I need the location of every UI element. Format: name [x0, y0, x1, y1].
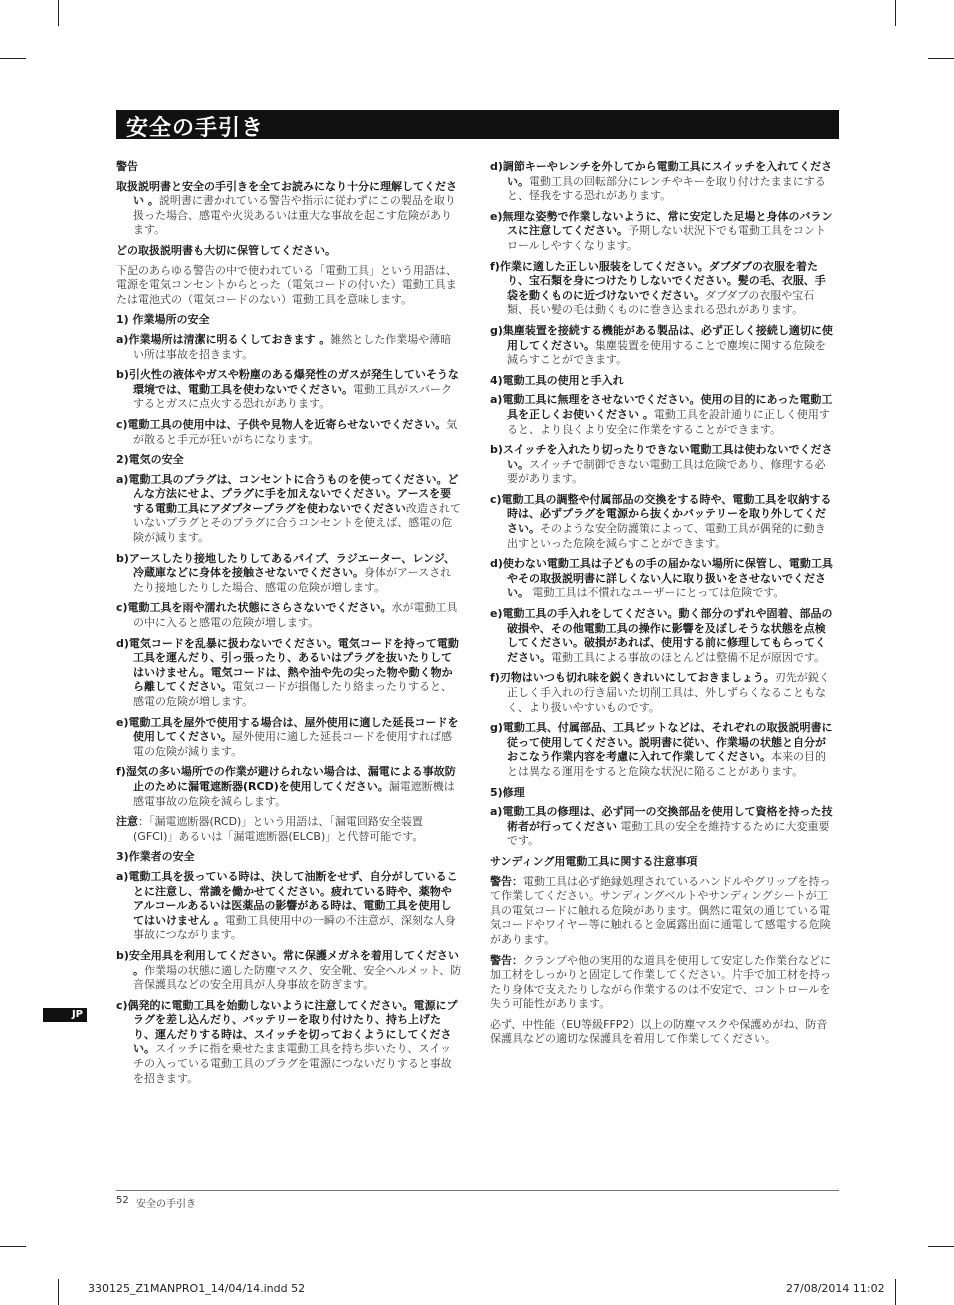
body-text: 屋外使用に適した延長コードを使用すれば感電の危険が減ります。	[133, 730, 452, 758]
page-title: 安全の手引き	[126, 116, 265, 141]
bold-text: e)電動工具の手入れをしてください。動く部分のずれや固着、部品の破損や、その他電動工具の操作に影響を及ぼしそうな状態を点検してください。破損があれば、使用する前に修理してもらってください。	[490, 607, 833, 664]
section-banner	[116, 110, 839, 139]
bold-text: 3)作業者の安全	[116, 850, 195, 864]
body-text: ：「漏電遮断器(RCD)」という用語は、「漏電回路安全装置(GFCI)」あるいは「漏電遮断器(ELCB)」と代替可能です。	[133, 815, 424, 843]
paragraph	[116, 418, 462, 447]
body-text: 電動工具による事故のほとんどは整備不足が原因です。	[551, 650, 826, 664]
paragraph	[116, 368, 462, 412]
paragraph	[490, 1018, 836, 1047]
body-text: 電動工具使用中の一瞬の不注意が、深刻な人身事故につながります。	[133, 913, 456, 942]
paragraph	[490, 393, 836, 437]
crop-mark	[0, 58, 26, 59]
bold-text: 警告	[116, 160, 138, 173]
paragraph	[116, 637, 462, 710]
paragraph	[490, 324, 836, 368]
body-text: 改造されていないプラグとそのプラグに合うコンセントを使えば、感電の危険が減ります。	[133, 501, 461, 545]
body-text: 集塵装置を使用することで塵埃に関する危険を減らすことができます。	[507, 338, 826, 367]
paragraph	[116, 815, 462, 844]
bold-text: a)電動工具の修理は、必ず同一の交換部品を使用して資格を持った技術者が行ってください	[490, 805, 833, 833]
bold-text: 1) 作業場所の安全	[116, 313, 210, 327]
body-text: 電動工具を設計通りに正しく使用すると、より良くより安全に作業をすることができます。	[507, 407, 830, 436]
body-text: 電動工具の回転部分にレンチやキーを取り付けたままにすると、怪我をする恐れがあります。	[507, 174, 826, 203]
bold-text: 警告：	[490, 874, 523, 888]
bold-text: c)電動工具の使用中は、子供や見物人を近寄らせないでください。	[116, 417, 447, 431]
bold-text: b)アースしたり接地したりしてあるパイプ、ラジエーター、レンジ、冷蔵庫などに身体を接触させないでください。	[116, 551, 455, 580]
paragraph	[116, 601, 462, 630]
bold-text: g)集塵装置を接続する機能がある製品は、必ず正しく接続し適切に使用してください。	[490, 323, 833, 352]
bold-text: 5)修理	[490, 785, 525, 799]
paragraph	[490, 557, 836, 601]
body-text: クランプや他の実用的な道具を使用して安定した作業台などに加工材をしっかりと固定して作業してください。片手で加工材を持ったり身体で支えたりしながら作業するのは不安定で、コントロールを失う可能性があります。	[490, 953, 831, 1011]
paragraph	[116, 716, 462, 760]
crop-mark	[0, 1246, 26, 1247]
crop-mark	[928, 1246, 954, 1247]
footer-page-number: 52	[116, 1195, 129, 1206]
paragraph	[490, 954, 836, 1012]
body-text: 刃先が鋭く正しく手入れの行き届いた切削工具は、外しずらくなることもなく、より扱いやすいものです。	[507, 671, 830, 714]
crop-mark	[928, 58, 954, 59]
paragraph	[116, 999, 462, 1087]
body-text: そのような安全防護策によって、電動工具が偶発的に動き出すといった危険を減らすことができます。	[507, 522, 826, 550]
bold-text: a)電動工具に無理をさせないでください。使用の目的にあった電動工具を正しくお使いください 。	[490, 393, 833, 421]
crop-mark	[58, 1279, 59, 1305]
section-heading	[116, 850, 462, 865]
footer-divider	[116, 1190, 839, 1191]
crop-mark	[58, 0, 59, 26]
bold-text: c)偶発的に電動工具を始動しないように注意してください。電源にプラグを差し込んだり、バッテリーを取り付けたり、持ち上げたり、運んだりする時は、スイッチを切っておくようにしてください。	[116, 998, 458, 1056]
paragraph	[490, 443, 836, 487]
body-text: 雑然とした作業場や薄暗い所は事故を招きます。	[133, 332, 452, 361]
bold-text: 注意	[116, 815, 138, 829]
bold-text: a)作業場所は清潔に明るくしておきます 。	[116, 332, 331, 346]
paragraph	[490, 721, 836, 779]
bold-text: 2)電気の安全	[116, 453, 184, 467]
paragraph	[116, 949, 462, 993]
paragraph	[490, 210, 836, 254]
paragraph	[490, 875, 836, 948]
bold-text: e)無理な姿勢で作業しないように、常に安定した足場と身体のバランスに注意してください。	[490, 209, 833, 238]
paragraph	[490, 607, 836, 665]
body-text: 電動工具は不慣れなユーザーにとっては危険です。	[529, 586, 785, 600]
section-heading	[116, 313, 462, 328]
section-heading	[116, 453, 462, 468]
bold-text: サンディング用電動工具に関する注意事項	[490, 854, 698, 868]
crop-mark	[895, 0, 896, 26]
paragraph	[490, 260, 836, 318]
body-text: 身体がアースされたり接地したりした場合、感電の危険が増します。	[133, 566, 452, 594]
body-text: 電動工具の安全を維持するために大変重要です。	[507, 819, 830, 848]
body-text: 漏電遮断機は感電事故の危険を減らします。	[133, 779, 455, 808]
body-text: 本来の目的とは異なる運用をすると危険な状況に陥ることがあります。	[507, 750, 826, 778]
bold-text: f)湿気の多い場所での作業が避けられない場合は、漏電による事故防止のために漏電遮断器(RCD)を使用してください。	[116, 765, 456, 793]
body-text: ダブダブの衣服や宝石類、長い髪の毛は動くものに巻き込まれる恐れがあります。	[507, 288, 815, 317]
language-tab: JP	[43, 1008, 87, 1022]
crop-mark	[895, 1279, 896, 1305]
section-heading	[490, 786, 836, 801]
paragraph	[116, 333, 462, 362]
paragraph	[116, 264, 462, 308]
paragraph	[116, 180, 462, 238]
bold-text: e)電動工具を屋外で使用する場合は、屋外使用に適した延長コードを使用してください。	[116, 715, 459, 744]
section-heading	[116, 160, 462, 175]
bold-text: g)電動工具、付属部品、工具ビットなどは、それぞれの取扱説明書に従って使用してください。説明書に従い、作業場の状態と自分がおこなう作業内容を考慮に入れて作業してください。	[490, 721, 833, 764]
bold-text: d)電気コードを乱暴に扱わないでください。電気コードを持って電動工具を運んだり、引っ張ったり、あるいはプラグを抜いたりしてはいけません。電気コードは、熱や油や先の尖った物や動く物から離してください。	[116, 636, 459, 694]
body-text: スイッチで制御できない電動工具は危険であり、修理する必要があります。	[507, 457, 826, 486]
section-heading	[116, 244, 462, 259]
bold-text: f)刃物はいつも切れ味を鋭くきれいにしておきましょう。	[490, 671, 775, 685]
body-text: 予期しない状況下でも電動工具をコントロールしやすくなります。	[507, 224, 826, 252]
body-text: 水が電動工具の中に入ると感電の危険が増します。	[133, 601, 458, 630]
bold-text: d)使わない電動工具は子どもの手の届かない場所に保管し、電動工具やその取扱説明書に詳しくない人に取り扱いをさせないでください。	[490, 557, 833, 600]
bold-text: 警告：	[490, 953, 523, 967]
body-text: 気が散ると手元が狂いがちになります。	[133, 417, 458, 446]
body-text: 電動工具がスパークするとガスに点火する恐れがあります。	[133, 382, 452, 411]
bold-text: b)引火性の液体やガスや粉塵のある爆発性のガスが発生していそうな環境では、電動工具を使わないでください。	[116, 368, 459, 396]
body-text: 必ず、中性能（EU等級FFP2）以上の防塵マスクや保護めがね、防音保護具などの適切な保護具を着用して作業してください。	[490, 1017, 828, 1046]
body-text: 説明書に書かれている警告や指示に従わずにこの製品を取り扱った場合、感電や火災あるいは重大な事故を起こす危険があります。	[133, 194, 456, 237]
bold-text: c)電動工具の調整や付属部品の交換をする時や、電動工具を収納する時は、必ずプラグを電源から抜くかバッテリーを取り外してください。	[490, 492, 832, 536]
bold-text: d)調節キーやレンチを外してから電動工具にスイッチを入れてください。	[490, 160, 833, 188]
left-column	[116, 160, 462, 1092]
bold-text: 取扱説明書と安全の手引きを全てお読みになり十分に理解してください 。	[116, 179, 457, 208]
bold-text: a)電動工具を扱っている時は、決して油断をせず、自分がしていることに注意し、常識を働かせてください。疲れている時や、薬物やアルコールあるいは医薬品の影響がある時は、電動工具を使用してはいけません 。	[116, 869, 458, 927]
paragraph	[490, 671, 836, 715]
body-text: 電気コードが損傷したり絡まったりすると、感電の危険が増します。	[133, 680, 452, 708]
bold-text: b)安全用具を利用してください。常に保護メガネを着用してください 。	[116, 948, 459, 977]
paragraph	[490, 160, 836, 204]
body-text: 電動工具は必ず絶縁処理されているハンドルやグリップを持って作業してください。サンディングベルトやサンディングシートが工具の電気コードに触れる危険があります。偶然に電気の通じている電気コードやワイヤー等に触れると金属露出面に通電して感電する危険があります。	[490, 874, 831, 946]
bold-text: 4)電動工具の使用と手入れ	[490, 373, 624, 387]
paragraph	[116, 765, 462, 809]
right-column	[490, 160, 836, 1053]
body-text: スイッチに指を乗せたまま電動工具を持ち歩いたり、スイッチの入っている電動工具のプラグを電源につないだりすると事故を招きます。	[133, 1042, 452, 1085]
body-text: 作業場の状態に適した防塵マスク、安全靴、安全ヘルメット、防音保護具などの安全用具が人身事故を防ぎます。	[133, 963, 462, 992]
paragraph	[116, 870, 462, 943]
paragraph	[490, 805, 836, 849]
bold-text: b)スイッチを入れたり切ったりできない電動工具は使わないでください。	[490, 443, 833, 471]
print-slug-file: 330125_Z1MANPRO1_14/04/14.indd 52	[88, 1282, 306, 1295]
bold-text: どの取扱説明書も大切に保管してください。	[116, 243, 336, 257]
body-text: 下記のあらゆる警告の中で使われている「電動工具」という用語は、電源を電気コンセントからとった（電気コードの付いた）電動工具または電池式の（電気コードのない）電動工具を意味します。	[116, 263, 457, 306]
bold-text: a)電動工具のプラグは、コンセントに合うものを使ってください。どんな方法にせよ、プラグに手を加えないでください。アースを要する電動工具にアダプタープラグを使わないでください	[116, 472, 459, 515]
section-heading	[490, 855, 836, 870]
bold-text: c)電動工具を雨や濡れた状態にさらさないでください。	[116, 601, 392, 615]
bold-text: f)作業に適した正しい服装をしてください。ダブダブの衣服を着たり、宝石類を身につけたりしないでください。髪の毛、衣服、手袋を動くものに近づけないでください。	[490, 259, 826, 302]
paragraph	[116, 473, 462, 546]
section-heading	[490, 374, 836, 389]
footer-section-title: 安全の手引き	[136, 1199, 196, 1210]
print-slug-date: 27/08/2014 11:02	[786, 1282, 885, 1295]
paragraph	[116, 552, 462, 596]
paragraph	[490, 493, 836, 551]
